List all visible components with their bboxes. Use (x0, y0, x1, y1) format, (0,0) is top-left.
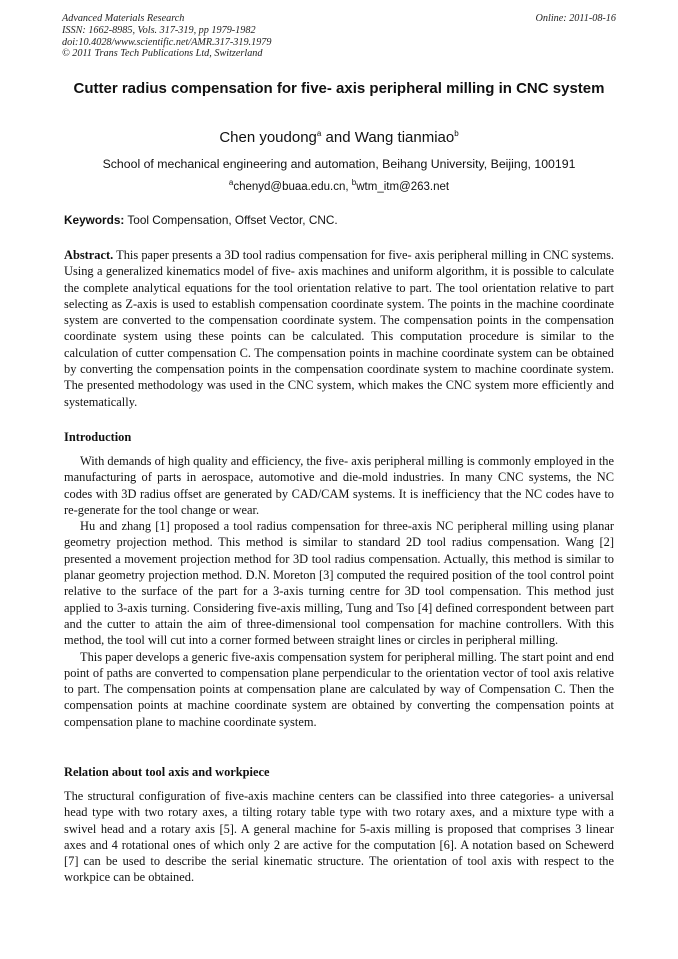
abstract-text: This paper presents a 3D tool radius compensation for five- axis peripheral milling in CNC systems. Using a generalized kinematics model of five- axis machines and uniform algorithm, it is possible to calculate the complete analytical equations for the tool orientation relative to part. The tool orientation relative to part selecting as Z-axis is used to establish compensation coordinate system. The points in the machine coordinate system are converted to the compensation coordinate system. The compensation points in the compensation coordinate system using these points can be calculated. This computation procedure is similar to the calculation of cutter compensation C. The compensation points in machine coordinate system can be obtained by converting the compensation points in the compensation coordinate system to machine coordinate system. The presented methodology was used in the CNC system, which makes the CNC system more efficiently and systematically. (64, 248, 614, 409)
keywords-label: Keywords: (64, 213, 125, 227)
paragraph: With demands of high quality and efficiency, the five- axis peripheral milling is commonly employed in the manufacturing of parts in aerospace, automotive and die-mold industries. In many CNC systems, the NC codes with 3D radius offset are generated by CAD/CAM systems. It is inefficiency that the NC codes have to re-generate for the tool change or wear. (64, 454, 614, 517)
abstract-label: Abstract. (64, 248, 114, 262)
keywords-text: Tool Compensation, Offset Vector, CNC. (127, 213, 338, 227)
author-superscript: a (316, 129, 322, 138)
relation-body (64, 788, 614, 886)
author-superscript: b (454, 129, 459, 138)
issn-line: ISSN: 1662-8985, Vols. 317-319, pp 1979-1982 (62, 24, 256, 36)
email-superscript: b (351, 178, 357, 187)
section-heading-introduction: Introduction (64, 430, 132, 444)
keywords (64, 213, 614, 227)
section-heading-relation: Relation about tool axis and workpiece (64, 765, 270, 779)
abstract (64, 247, 614, 410)
copyright-line: © 2011 Trans Tech Publications Ltd, Switzerland (62, 48, 263, 60)
email-line (0, 178, 678, 193)
author-name: Chen youdong (219, 129, 317, 146)
email-address: wtm_itm@263.net (356, 180, 450, 193)
email-superscript: a (228, 178, 234, 187)
journal-name: Advanced Materials Research (62, 13, 185, 24)
journal-header (62, 13, 616, 60)
doi-line: doi:10.4028/www.scientific.net/AMR.317-319.1979 (62, 36, 272, 48)
paragraph: This paper develops a generic five-axis compensation system for peripheral milling. The start point and end point of paths are converted to compensation plane perpendicular to the orientation vector of tool axis relative to part. The compensation points at compensation plane are calculated by way of Compensation C. Then the compensation points at machine coordinate system are obtained by converting the compensation points at compensation plane to machine coordinate system. (64, 649, 614, 729)
email-address: chenyd@buaa.edu.cn, (233, 180, 349, 193)
author-conjunction: and (321, 129, 355, 146)
affiliation: School of mechanical engineering and automation, Beihang University, Beijing, 100191 (102, 157, 576, 171)
online-date: Online: 2011-08-16 (535, 13, 616, 24)
paper-title: Cutter radius compensation for five- axis peripheral milling in CNC system (73, 80, 605, 97)
paragraph: The structural configuration of five-axis machine centers can be classified into three categories- a universal head type with two rotary axes, a tilting rotary table type with two rotary axes, and a mixture type with a swivel head and a rotary axis [5]. A general machine for 5-axis milling is proposed that comprises 3 linear axes and 4 rotational ones of which only 2 are active for the computation [6]. A notation based on Schewerd [7] can be used to describe the serial kinematic structure. The orientation of tool axis with respect to the workpice can be obtained. (64, 789, 614, 885)
introduction-body (64, 453, 614, 730)
author-name: Wang tianmiao (354, 129, 455, 146)
paragraph: Hu and zhang [1] proposed a tool radius compensation for three-axis NC peripheral milling using planar geometry projection method. This method is similar to standard 2D tool radius compensation. Wang [2] presented a movement projection method for 3D tool radius compensation. Actually, this method is similar to planar geometry projection method. D.N. Moreton [3] computed the required position of the tool control point relative to the surface of the part for a 3-axis turning centre for 3D tool compensation. This method just applied to 3-axis turning. Considering five-axis milling, Tung and Tso [4] defined correspondent between part and the cutter to attain the aim of three-dimensional tool compensation for machine controllers. With this method, the tool will cut into a corner formed between straight lines or circles in peripheral milling. (64, 519, 614, 648)
author-line (0, 129, 678, 146)
